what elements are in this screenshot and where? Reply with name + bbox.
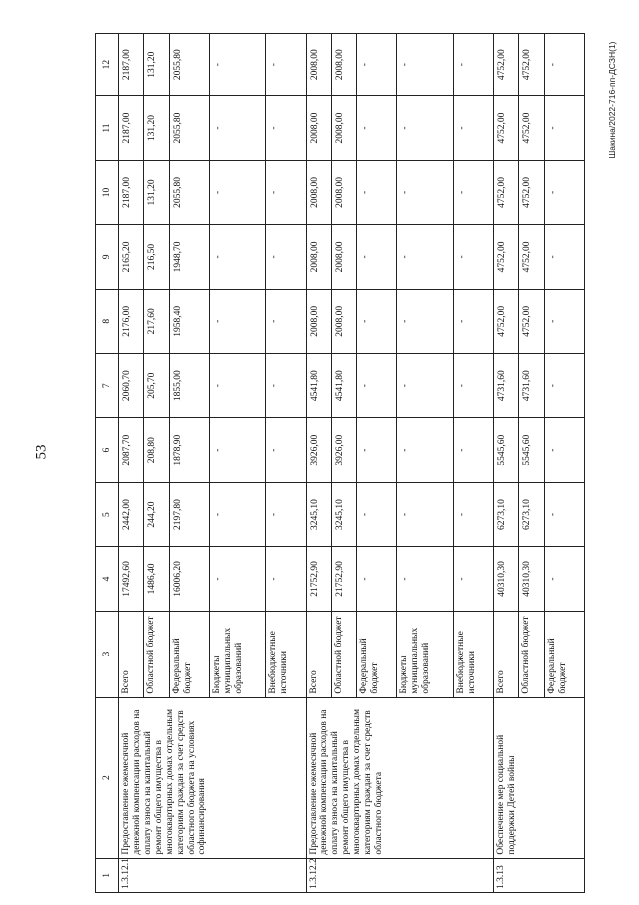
header-cell: 1	[96, 858, 119, 892]
value-cell: 2008,00	[331, 160, 356, 224]
value-cell: 131,20	[144, 160, 169, 224]
value-cell: 208,80	[144, 418, 169, 482]
value-cell: 2165,20	[119, 225, 144, 289]
value-cell: 40310,30	[519, 547, 544, 611]
funding-source: Областной бюджет	[331, 611, 356, 697]
value-cell: 1486,40	[144, 547, 169, 611]
value-cell: 21752,90	[306, 547, 331, 611]
value-cell: 2008,00	[331, 225, 356, 289]
measure-name: Предоставление ежемесячной денежной компенсации расходов на оплату взноса на капитальный ремонт общего имущества в многоквартирных домах отдельным категориям граждан за счет средств областного бюджета	[306, 697, 494, 858]
value-cell: 2008,00	[306, 160, 331, 224]
value-cell: -	[453, 289, 493, 353]
value-cell: 2008,00	[306, 225, 331, 289]
funding-source: Внебюджетные источники	[453, 611, 493, 697]
value-cell: 2008,00	[306, 289, 331, 353]
value-cell: -	[209, 418, 266, 482]
value-cell: 21752,90	[331, 547, 356, 611]
document-code: Шакина/2022-716-пп-ДСЗН(1)	[607, 41, 617, 159]
budget-table	[95, 33, 585, 893]
value-cell: -	[397, 354, 454, 418]
funding-source: Федеральный бюджет	[169, 611, 209, 697]
value-cell: -	[544, 225, 584, 289]
value-cell: 131,20	[144, 96, 169, 160]
header-cell: 6	[96, 418, 119, 482]
value-cell: 4752,00	[519, 160, 544, 224]
value-cell: 4752,00	[494, 96, 519, 160]
value-cell: 3245,10	[331, 482, 356, 546]
value-cell: -	[397, 34, 454, 96]
value-cell: 6273,10	[519, 482, 544, 546]
value-cell: 2008,00	[306, 34, 331, 96]
value-cell: -	[544, 34, 584, 96]
value-cell: 4752,00	[519, 34, 544, 96]
header-cell: 5	[96, 482, 119, 546]
value-cell: 2008,00	[331, 96, 356, 160]
value-cell: -	[266, 354, 306, 418]
value-cell: 2060,70	[119, 354, 144, 418]
value-cell: 5545,60	[494, 418, 519, 482]
funding-source: Областной бюджет	[144, 611, 169, 697]
value-cell: -	[453, 482, 493, 546]
value-cell: 17492,60	[119, 547, 144, 611]
value-cell: -	[266, 547, 306, 611]
measure-code: 1.3.12.2	[306, 858, 494, 892]
value-cell: -	[544, 547, 584, 611]
value-cell: -	[397, 96, 454, 160]
value-cell: -	[544, 354, 584, 418]
value-cell: 4752,00	[519, 96, 544, 160]
value-cell: -	[544, 418, 584, 482]
value-cell: 16006,20	[169, 547, 209, 611]
rotated-table-wrapper	[95, 33, 585, 893]
value-cell: -	[209, 96, 266, 160]
value-cell: -	[357, 289, 397, 353]
value-cell: 205,70	[144, 354, 169, 418]
value-cell: -	[266, 482, 306, 546]
page-number: 53	[33, 444, 50, 460]
header-cell: 7	[96, 354, 119, 418]
value-cell: -	[357, 96, 397, 160]
value-cell: 2187,00	[119, 34, 144, 96]
header-cell: 10	[96, 160, 119, 224]
value-cell: -	[357, 418, 397, 482]
value-cell: -	[357, 34, 397, 96]
funding-source: Областной бюджет	[519, 611, 544, 697]
value-cell: 4731,60	[494, 354, 519, 418]
header-row	[96, 34, 119, 893]
measure-name: Обеспечение мер социальной поддержки Детей войны	[494, 697, 585, 858]
value-cell: -	[544, 482, 584, 546]
header-cell: 3	[96, 611, 119, 697]
value-cell: 131,20	[144, 34, 169, 96]
value-cell: 1855,00	[169, 354, 209, 418]
value-cell: -	[357, 160, 397, 224]
measure-code: 1.3.13	[494, 858, 585, 892]
value-cell: -	[357, 482, 397, 546]
measure-code: 1.3.12.1	[119, 858, 307, 892]
table-row	[119, 34, 144, 893]
value-cell: 217,60	[144, 289, 169, 353]
value-cell: -	[453, 96, 493, 160]
value-cell: 2087,70	[119, 418, 144, 482]
value-cell: 4752,00	[494, 289, 519, 353]
value-cell: -	[453, 34, 493, 96]
value-cell: -	[397, 482, 454, 546]
value-cell: 2008,00	[306, 96, 331, 160]
value-cell: 3926,00	[331, 418, 356, 482]
value-cell: -	[266, 289, 306, 353]
table-row	[306, 34, 331, 893]
funding-source: Бюджеты муниципальных образований	[209, 611, 266, 697]
value-cell: 4541,80	[331, 354, 356, 418]
value-cell: -	[397, 418, 454, 482]
value-cell: -	[266, 96, 306, 160]
value-cell: -	[266, 160, 306, 224]
value-cell: 2187,00	[119, 96, 144, 160]
funding-source: Всего	[494, 611, 519, 697]
value-cell: 2008,00	[331, 34, 356, 96]
value-cell: 4752,00	[494, 160, 519, 224]
funding-source: Всего	[119, 611, 144, 697]
header-cell: 9	[96, 225, 119, 289]
value-cell: 4752,00	[494, 34, 519, 96]
value-cell: 3245,10	[306, 482, 331, 546]
header-cell: 8	[96, 289, 119, 353]
value-cell: -	[266, 225, 306, 289]
value-cell: -	[266, 34, 306, 96]
value-cell: -	[209, 34, 266, 96]
value-cell: -	[357, 354, 397, 418]
value-cell: -	[397, 547, 454, 611]
funding-source: Внебюджетные источники	[266, 611, 306, 697]
value-cell: 4752,00	[519, 289, 544, 353]
value-cell: -	[397, 289, 454, 353]
value-cell: 3926,00	[306, 418, 331, 482]
value-cell: 4752,00	[494, 225, 519, 289]
funding-source: Всего	[306, 611, 331, 697]
value-cell: -	[453, 225, 493, 289]
value-cell: 2176,00	[119, 289, 144, 353]
value-cell: 5545,60	[519, 418, 544, 482]
value-cell: -	[209, 289, 266, 353]
value-cell: -	[209, 354, 266, 418]
value-cell: -	[544, 160, 584, 224]
value-cell: -	[453, 160, 493, 224]
value-cell: -	[544, 289, 584, 353]
value-cell: 2008,00	[331, 289, 356, 353]
value-cell: 4752,00	[519, 225, 544, 289]
value-cell: 6273,10	[494, 482, 519, 546]
value-cell: -	[453, 547, 493, 611]
funding-source: Федеральный бюджет	[544, 611, 584, 697]
value-cell: 2187,00	[119, 160, 144, 224]
value-cell: -	[357, 225, 397, 289]
value-cell: 2442,00	[119, 482, 144, 546]
funding-source: Федеральный бюджет	[357, 611, 397, 697]
value-cell: 40310,30	[494, 547, 519, 611]
value-cell: -	[209, 482, 266, 546]
value-cell: 2055,80	[169, 34, 209, 96]
measure-name: Предоставление ежемесячной денежной компенсации расходов на оплату взноса на капитальный ремонт общего имущества в многоквартирных домах отдельным категориям граждан за счет средств областного бюджета на условиях софинансирования	[119, 697, 307, 858]
value-cell: 2055,80	[169, 96, 209, 160]
value-cell: -	[209, 160, 266, 224]
header-cell: 12	[96, 34, 119, 96]
header-cell: 4	[96, 547, 119, 611]
value-cell: -	[266, 418, 306, 482]
value-cell: -	[209, 547, 266, 611]
value-cell: 244,20	[144, 482, 169, 546]
header-cell: 11	[96, 96, 119, 160]
header-cell: 2	[96, 697, 119, 858]
funding-source: Бюджеты муниципальных образований	[397, 611, 454, 697]
value-cell: -	[453, 418, 493, 482]
value-cell: -	[397, 160, 454, 224]
value-cell: 4731,60	[519, 354, 544, 418]
value-cell: 216,50	[144, 225, 169, 289]
value-cell: 2197,80	[169, 482, 209, 546]
value-cell: 1948,70	[169, 225, 209, 289]
value-cell: 1878,90	[169, 418, 209, 482]
value-cell: -	[209, 225, 266, 289]
table-row	[494, 34, 519, 893]
value-cell: 2055,80	[169, 160, 209, 224]
value-cell: 4541,80	[306, 354, 331, 418]
value-cell: 1958,40	[169, 289, 209, 353]
value-cell: -	[397, 225, 454, 289]
value-cell: -	[544, 96, 584, 160]
value-cell: -	[453, 354, 493, 418]
value-cell: -	[357, 547, 397, 611]
